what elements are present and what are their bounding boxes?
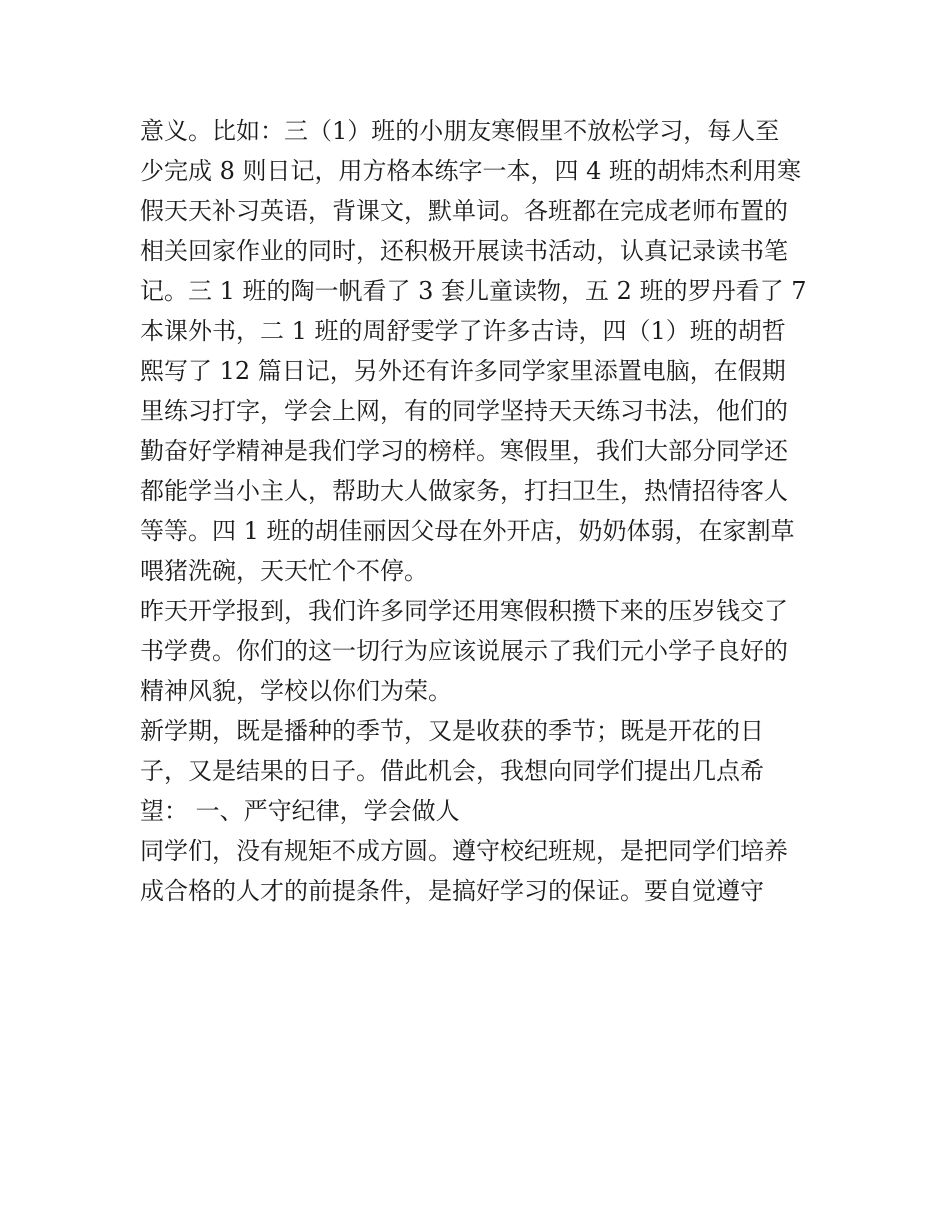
text-line: 昨天开学报到，我们许多同学还用寒假积攒下来的压岁钱交了 (140, 597, 788, 625)
text-line: 书学费。你们的这一切行为应该说展示了我们元小学子良好的 (140, 637, 788, 665)
text-line: 假天天补习英语，背课文，默单词。各班都在完成老师布置的 (140, 197, 788, 225)
text-line: 相关回家作业的同时，还积极开展读书活动，认真记录读书笔 (140, 237, 788, 265)
text-line: 同学们，没有规矩不成方圆。遵守校纪班规，是把同学们培养 (140, 837, 788, 865)
text-line: 成合格的人才的前提条件，是搞好学习的保证。要自觉遵守 (140, 877, 764, 905)
text-line: 熙写了 12 篇日记，另外还有许多同学家里添置电脑，在假期 (140, 357, 786, 385)
text-line: 都能学当小主人，帮助大人做家务，打扫卫生，热情招待客人 (140, 477, 788, 505)
text-line: 等等。四 1 班的胡佳丽因父母在外开店，奶奶体弱，在家割草 (140, 517, 795, 545)
text-line: 本课外书，二 1 班的周舒雯学了许多古诗，四（1）班的胡哲 (140, 317, 786, 345)
text-line: 子，又是结果的日子。借此机会，我想向同学们提出几点希 (140, 757, 764, 785)
text-line: 望： 一、严守纪律，学会做人 (140, 797, 460, 825)
text-line: 喂猪洗碗，天天忙个不停。 (140, 557, 428, 585)
text-line: 意义。比如：三（1）班的小朋友寒假里不放松学习，每人至 (140, 117, 780, 145)
text-line: 新学期，既是播种的季节，又是收获的季节；既是开花的日 (140, 717, 764, 745)
text-line: 里练习打字，学会上网，有的同学坚持天天练习书法，他们的 (140, 397, 788, 425)
text-line: 少完成 8 则日记，用方格本练字一本，四 4 班的胡炜杰利用寒 (140, 157, 802, 185)
body-text (140, 111, 820, 911)
text-line: 精神风貌，学校以你们为荣。 (140, 677, 452, 705)
text-line: 记。三 1 班的陶一帆看了 3 套儿童读物，五 2 班的罗丹看了 7 (140, 277, 807, 305)
text-line: 勤奋好学精神是我们学习的榜样。寒假里，我们大部分同学还 (140, 437, 788, 465)
